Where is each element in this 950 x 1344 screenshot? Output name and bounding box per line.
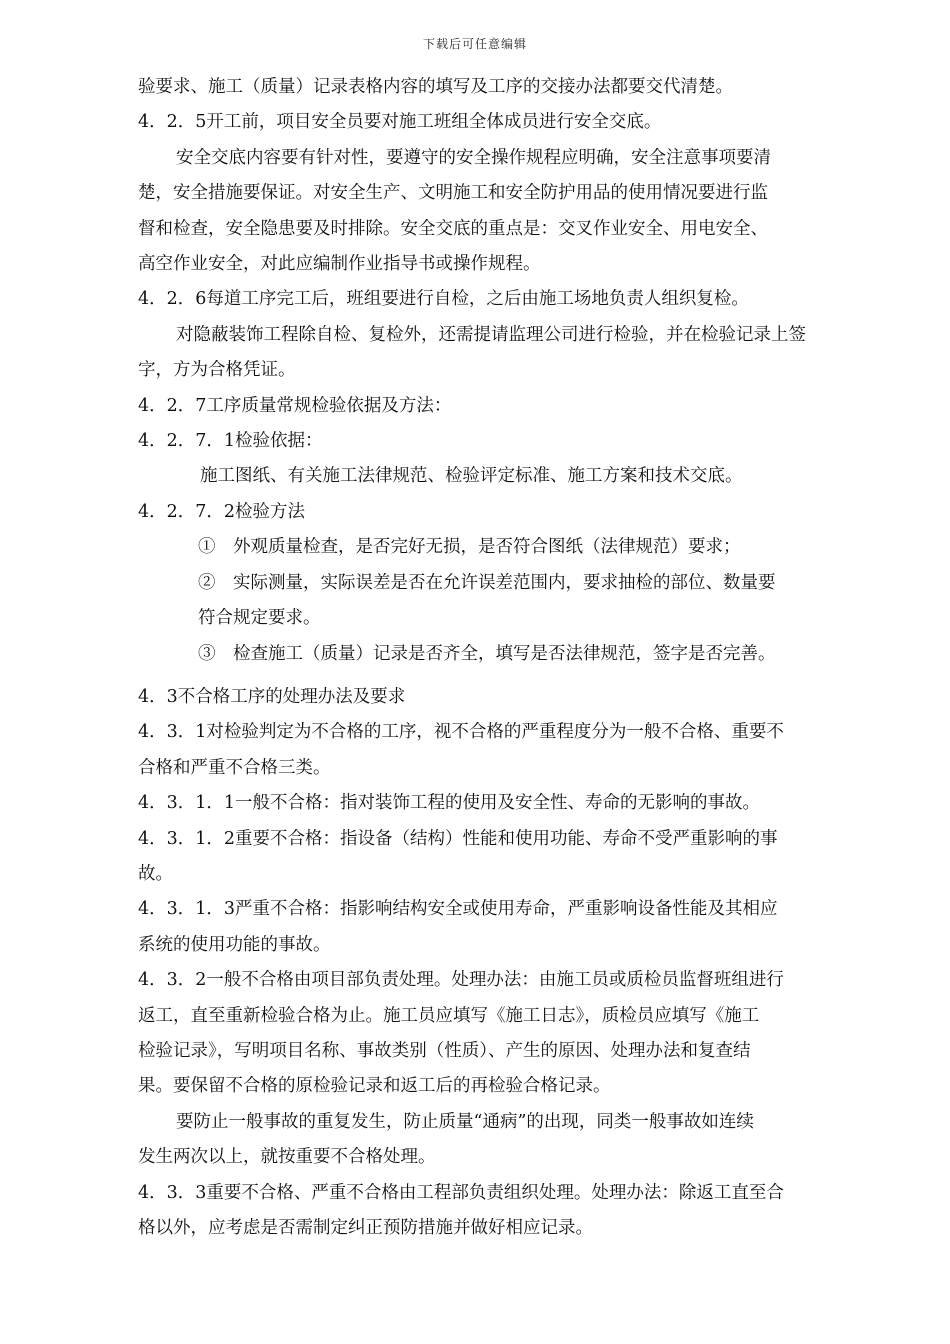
- list-item: ③ 检查施工（质量）记录是否齐全，填写是否法律规范，签字是否完善。: [198, 643, 776, 664]
- paragraph-line: 高空作业安全，对此应编制作业指导书或操作规程。: [138, 254, 541, 275]
- list-item: ① 外观质量检查，是否完好无损，是否符合图纸（法律规范）要求；: [198, 537, 741, 558]
- paragraph-line: 施工图纸、有关施工法律规范、检验评定标准、施工方案和技术交底。: [200, 466, 743, 487]
- paragraph-line: 4．3．1．2重要不合格：指设备（结构）性能和使用功能、寿命不受严重影响的事: [138, 828, 778, 849]
- paragraph-line: 字，方为合格凭证。: [138, 360, 296, 381]
- spacer: [138, 672, 858, 680]
- section-heading: 4．2．6每道工序完工后，班组要进行自检，之后由施工场地负责人组织复检。: [138, 289, 749, 310]
- paragraph-line: 要防止一般事故的重复发生，防止质量“通病”的出现，同类一般事故如连续: [176, 1111, 754, 1132]
- page-header-note: 下载后可任意编辑: [422, 37, 527, 51]
- paragraph-line: 检验记录》，写明项目名称、事故类别（性质）、产生的原因、处理办法和复查结: [138, 1040, 751, 1061]
- paragraph-line: 合格和严重不合格三类。: [138, 757, 331, 778]
- paragraph-line: 督和检查，安全隐患要及时排除。安全交底的重点是：交叉作业安全、用电安全、: [138, 218, 768, 239]
- section-heading: 4．3不合格工序的处理办法及要求: [138, 686, 406, 707]
- paragraph-line: 4．3．1．3严重不合格：指影响结构安全或使用寿命，严重影响设备性能及其相应: [138, 899, 778, 920]
- paragraph-line: 4．3．1．1一般不合格：指对装饰工程的使用及安全性、寿命的无影响的事故。: [138, 793, 761, 814]
- paragraph-line: 系统的使用功能的事故。: [138, 934, 331, 955]
- paragraph-line: 安全交底内容要有针对性，要遵守的安全操作规程应明确，安全注意事项要清: [176, 147, 771, 168]
- paragraph-line: 果。要保留不合格的原检验记录和返工后的再检验合格记录。: [138, 1076, 611, 1097]
- text-line: 验要求、施工（质量）记录表格内容的填写及工序的交接办法都要交代清楚。: [138, 77, 733, 97]
- section-heading: 4．2．5开工前，项目安全员要对施工班组全体成员进行安全交底。: [138, 112, 662, 133]
- paragraph-line: 4．3．1对检验判定为不合格的工序，视不合格的严重程度分为一般不合格、重要不: [138, 722, 784, 743]
- paragraph-line: 4．3．3重要不合格、严重不合格由工程部负责组织处理。处理办法：除返工直至合: [138, 1182, 784, 1203]
- section-heading: 4．2．7．1检验依据：: [138, 431, 323, 452]
- document-body: [138, 70, 858, 1246]
- paragraph-line: 楚，安全措施要保证。对安全生产、文明施工和安全防护用品的使用情况要进行监: [138, 183, 768, 204]
- paragraph-line: 发生两次以上，就按重要不合格处理。: [138, 1147, 436, 1168]
- list-item: ② 实际测量，实际误差是否在允许误差范围内，要求抽检的部位、数量要: [198, 572, 776, 593]
- paragraph-line: 格以外，应考虑是否需制定纠正预防措施并做好相应记录。: [138, 1218, 593, 1238]
- paragraph-line: 4．3．2一般不合格由项目部负责处理。处理办法：由施工员或质检员监督班组进行: [138, 970, 784, 991]
- section-heading: 4．2．7工序质量常规检验依据及方法：: [138, 395, 452, 416]
- list-item-continuation: 符合规定要求。: [198, 608, 321, 629]
- paragraph-line: 故。: [138, 863, 173, 884]
- section-heading: 4．2．7．2检验方法: [138, 501, 306, 522]
- paragraph-line: 对隐蔽装饰工程除自检、复检外，还需提请监理公司进行检验，并在检验记录上签: [176, 324, 806, 345]
- paragraph-line: 返工，直至重新检验合格为止。施工员应填写《施工日志》，质检员应填写《施工: [138, 1005, 760, 1026]
